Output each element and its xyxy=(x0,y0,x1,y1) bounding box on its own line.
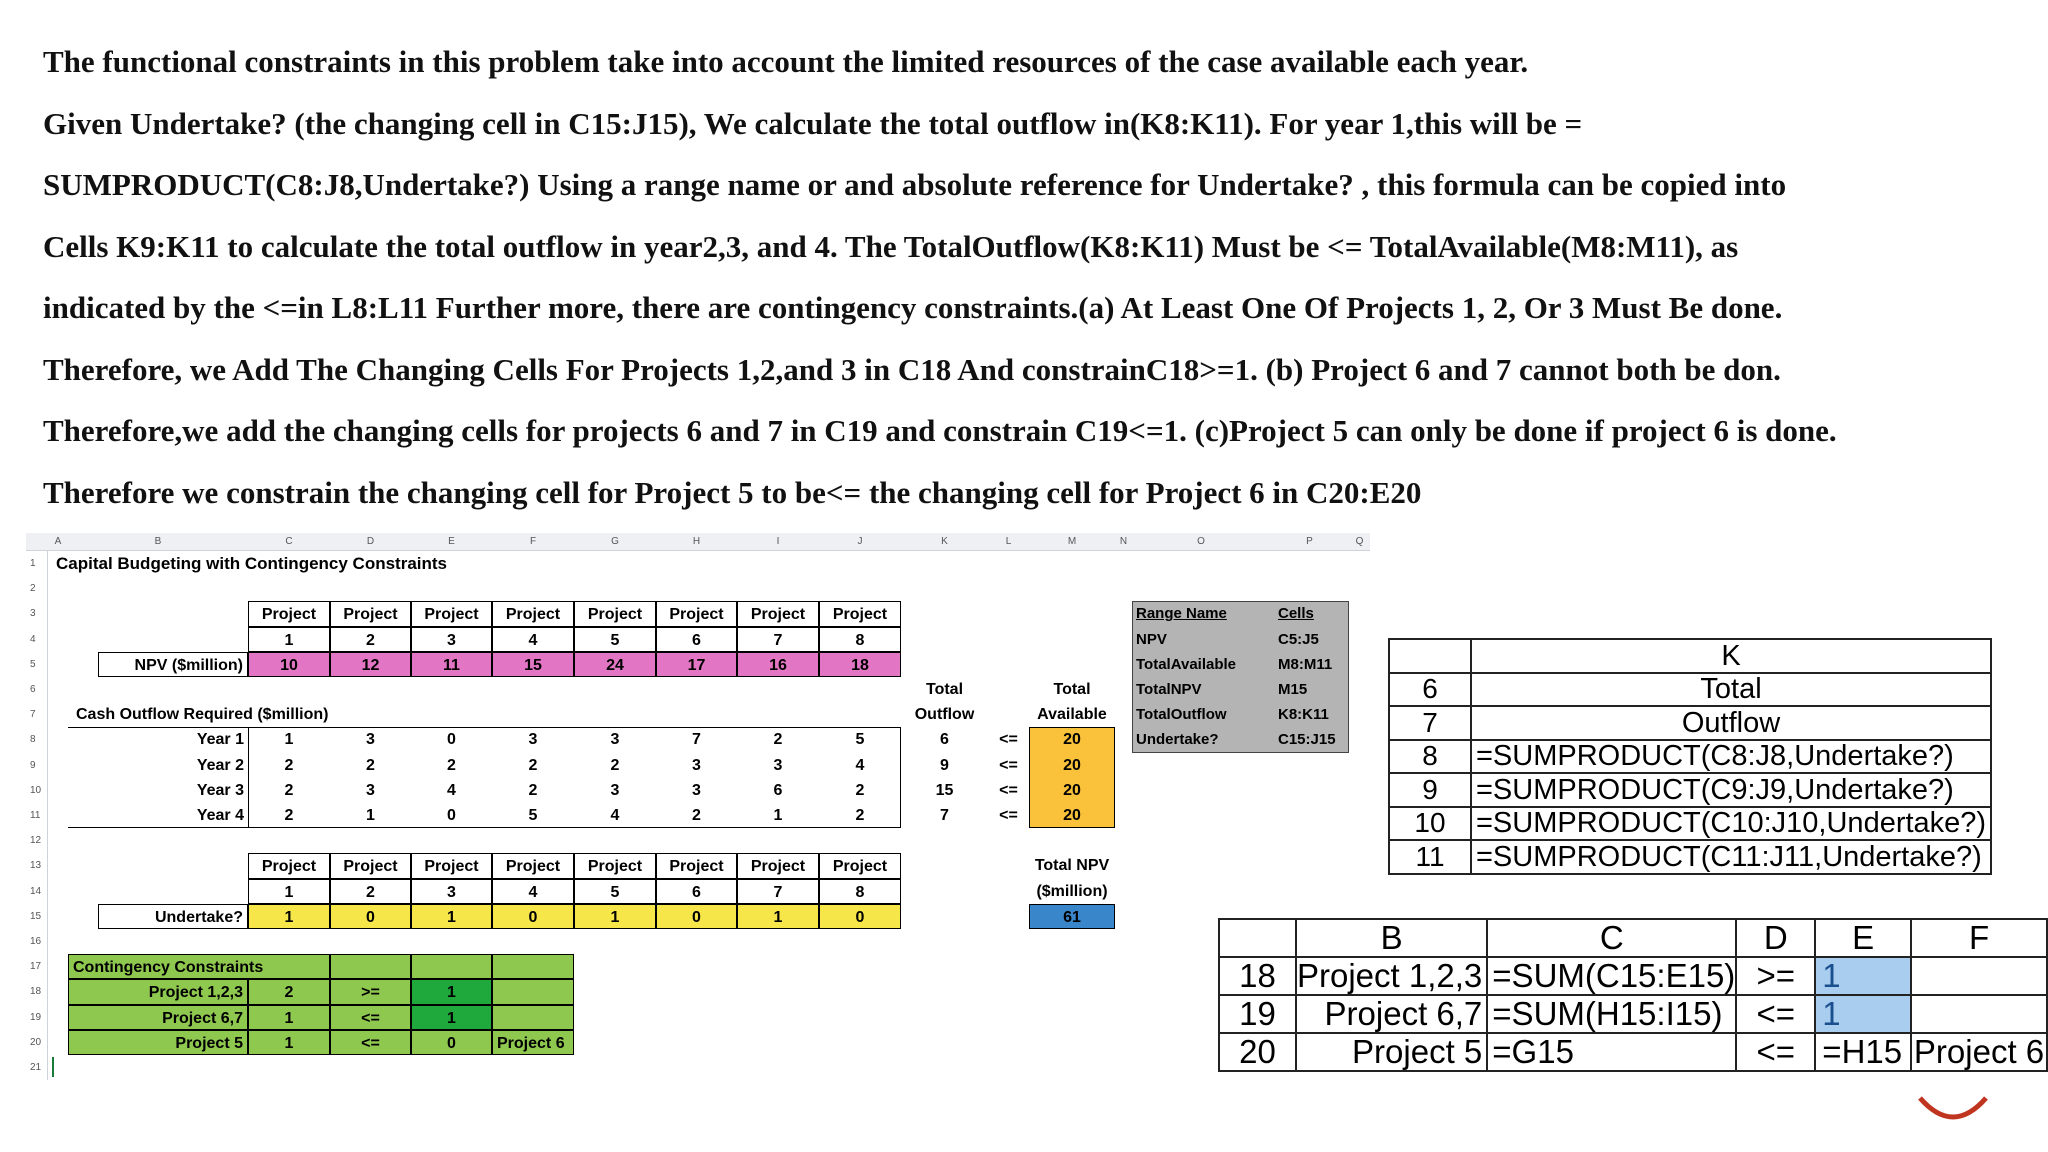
rhs-cell: =H15 xyxy=(1815,1033,1911,1071)
outflow-value: 3 xyxy=(610,781,620,799)
project-number: 2 xyxy=(330,627,411,652)
contingency-operator: <= xyxy=(330,1005,411,1030)
outflow-value: 0 xyxy=(447,731,456,749)
outflow-value: 2 xyxy=(366,756,375,774)
column-header: Q xyxy=(1349,533,1370,551)
constraint-label: Project 1,2,3 xyxy=(1296,957,1487,995)
row-number: 11 xyxy=(1389,840,1471,874)
outflow-value: 2 xyxy=(692,807,701,824)
project-header: Project xyxy=(819,601,901,626)
formula-table-corner xyxy=(1389,639,1471,673)
outflow-value: 2 xyxy=(855,807,865,824)
row-number: 2 xyxy=(26,576,48,601)
contingency-value: 1 xyxy=(248,1030,330,1055)
contingency-label: Project 6,7 xyxy=(68,1005,248,1030)
cash-outflow-label: Cash Outflow Required ($million) xyxy=(76,706,329,724)
contingency-value: 2 xyxy=(248,979,330,1004)
project-number: 3 xyxy=(411,627,492,652)
outflow-value: 2 xyxy=(528,756,538,774)
project-number: 1 xyxy=(248,627,330,652)
formula-cell: =SUMPRODUCT(C8:J8,Undertake?) xyxy=(1471,740,1991,774)
contingency-note xyxy=(492,1005,574,1030)
contingency-operator: >= xyxy=(330,979,411,1004)
row-number: 3 xyxy=(26,601,48,626)
project-header: Project xyxy=(492,601,574,626)
row-number: 19 xyxy=(1219,995,1296,1033)
le-operator: <= xyxy=(999,807,1018,824)
column-header: H xyxy=(656,533,737,551)
column-header: M xyxy=(1029,533,1115,551)
column-letter-b: B xyxy=(1296,919,1487,957)
range-name: NPV xyxy=(1136,630,1167,648)
project-number: 7 xyxy=(737,879,819,904)
paragraph-line: Therefore we constrain the changing cell for Project 5 to be<= the changing cell for Project 6 in C20:E20 xyxy=(43,474,1422,510)
operator-cell: >= xyxy=(1736,957,1815,995)
outflow-formula-table xyxy=(1388,638,1992,875)
outflow-value: 2 xyxy=(528,781,538,799)
npv-value: 18 xyxy=(819,652,901,677)
range-cells: C15:J15 xyxy=(1278,731,1336,749)
year-label: Year 1 xyxy=(196,731,244,749)
row-number: 12 xyxy=(26,828,48,853)
project-header: Project xyxy=(656,853,737,878)
formula-cell: =SUMPRODUCT(C10:J10,Undertake?) xyxy=(1471,807,1991,841)
formula-cell: =SUM(H15:I15) xyxy=(1487,995,1736,1033)
project-number: 6 xyxy=(656,627,737,652)
note-cell xyxy=(1911,957,2047,995)
column-header: C xyxy=(248,533,330,551)
contingency-note xyxy=(492,979,574,1004)
project-number: 8 xyxy=(819,879,901,904)
column-letter-c: C xyxy=(1487,919,1736,957)
contingency-operator: <= xyxy=(330,1030,411,1055)
project-header: Project xyxy=(574,601,656,626)
range-cells-header: Cells xyxy=(1278,605,1314,623)
row-number: 9 xyxy=(1389,773,1471,807)
project-header: Project xyxy=(248,853,330,878)
total-available-value: 20 xyxy=(1029,753,1115,778)
total-available-value: 20 xyxy=(1029,778,1115,803)
row-number: 7 xyxy=(26,702,48,727)
row-number: 6 xyxy=(26,677,48,702)
undertake-value: 1 xyxy=(737,904,819,929)
project-number: 4 xyxy=(492,879,574,904)
outflow-value: 3 xyxy=(692,781,701,799)
npv-value: 10 xyxy=(248,652,330,677)
contingency-label: Project 5 xyxy=(68,1030,248,1055)
contingency-title: Contingency Constraints xyxy=(68,954,330,979)
outflow-value: 1 xyxy=(773,807,783,824)
outflow-value: 7 xyxy=(692,731,701,749)
row-number: 17 xyxy=(26,954,48,979)
npv-label: NPV ($million) xyxy=(98,652,248,677)
range-cells: M8:M11 xyxy=(1278,655,1333,673)
outflow-value: 2 xyxy=(610,756,620,774)
outflow-value: 3 xyxy=(610,731,620,749)
range-name: Undertake? xyxy=(1136,731,1219,749)
total-outflow-value: 9 xyxy=(940,756,949,774)
outflow-value: 4 xyxy=(447,781,456,799)
total-available-value: 20 xyxy=(1029,727,1115,752)
year-grid-border xyxy=(68,727,248,828)
contingency-rhs: 0 xyxy=(411,1030,492,1055)
npv-value: 24 xyxy=(574,652,656,677)
total-available-header: Total xyxy=(1053,681,1091,698)
row-number: 14 xyxy=(26,879,48,904)
project-header: Project xyxy=(411,853,492,878)
paragraph-line: Cells K9:K11 to calculate the total outflow in year2,3, and 4. The TotalOutflow(K8:K11) Must be <= TotalAvailable(M8:M11), as xyxy=(43,228,1739,264)
total-outflow-value: 15 xyxy=(935,781,954,799)
contingency-rhs: 1 xyxy=(411,1005,492,1030)
year-label: Year 3 xyxy=(196,781,244,799)
available-border xyxy=(1029,727,1115,828)
contingency-formula-table xyxy=(1218,918,2048,1072)
operator-cell: <= xyxy=(1736,1033,1815,1071)
range-name: TotalNPV xyxy=(1136,681,1202,698)
row-number: 16 xyxy=(26,929,48,954)
column-header: P xyxy=(1270,533,1349,551)
project-header: Project xyxy=(330,853,411,878)
row-number: 18 xyxy=(1219,957,1296,995)
row-number: 6 xyxy=(1389,673,1471,707)
npv-value: 17 xyxy=(656,652,737,677)
row-number: 10 xyxy=(26,778,48,803)
project-header: Project xyxy=(330,601,411,626)
outflow-grid-border xyxy=(248,727,901,828)
row-number: 9 xyxy=(26,753,48,778)
column-header: E xyxy=(411,533,492,551)
paragraph-line: SUMPRODUCT(C8:J8,Undertake?) Using a range name or and absolute reference for Undertake? , this formula can be copied into xyxy=(43,167,1787,202)
contingency-rhs: 1 xyxy=(411,979,492,1004)
contingency-label: Project 1,2,3 xyxy=(68,979,248,1004)
npv-value: 12 xyxy=(330,652,411,677)
outflow-value: 1 xyxy=(284,731,294,749)
paragraph-line: Given Undertake? (the changing cell in C15:J15), We calculate the total outflow in(K8:K11). For year 1,this will be = xyxy=(43,105,1583,141)
project-number: 6 xyxy=(656,879,737,904)
column-header: L xyxy=(988,533,1029,551)
range-cells: C5:J5 xyxy=(1278,630,1319,648)
range-cells: M15 xyxy=(1278,681,1308,698)
undertake-value: 0 xyxy=(819,904,901,929)
constraint-label: Project 6,7 xyxy=(1296,995,1487,1033)
project-header: Project xyxy=(737,853,819,878)
formula-cell: =SUMPRODUCT(C9:J9,Undertake?) xyxy=(1471,773,1991,807)
contingency-blank xyxy=(411,954,492,979)
contingency-value: 1 xyxy=(248,1005,330,1030)
formula-table-corner xyxy=(1219,919,1296,957)
project-number: 1 xyxy=(248,879,330,904)
le-operator: <= xyxy=(999,781,1018,799)
rhs-cell: 1 xyxy=(1815,995,1911,1033)
formula-cell: =G15 xyxy=(1487,1033,1736,1071)
formula-cell: =SUM(C15:E15) xyxy=(1487,957,1736,995)
le-operator: <= xyxy=(999,731,1018,749)
row-number: 18 xyxy=(26,979,48,1004)
column-letter-e: E xyxy=(1815,919,1911,957)
column-header: G xyxy=(574,533,656,551)
row-number: 13 xyxy=(26,853,48,878)
total-outflow-header: Outflow xyxy=(914,706,975,724)
outflow-value: 2 xyxy=(855,781,865,799)
undertake-value: 0 xyxy=(492,904,574,929)
total-outflow-value: 7 xyxy=(940,807,949,824)
paragraph-line: Therefore, we Add The Changing Cells For Projects 1,2,and 3 in C18 And constrainC18>=1. (b) Project 6 and 7 cannot both be don. xyxy=(43,351,1781,387)
npv-value: 16 xyxy=(737,652,819,677)
undertake-value: 1 xyxy=(574,904,656,929)
le-operator: <= xyxy=(999,756,1018,774)
row-number: 10 xyxy=(1389,807,1471,841)
column-header: F xyxy=(492,533,574,551)
sheet-title: Capital Budgeting with Contingency Constraints xyxy=(56,554,447,573)
rhs-cell: 1 xyxy=(1815,957,1911,995)
row-number: 8 xyxy=(26,727,48,752)
total-outflow-header: Total xyxy=(925,681,964,698)
column-header: A xyxy=(48,533,68,551)
project-number: 8 xyxy=(819,627,901,652)
outflow-value: 3 xyxy=(366,781,375,799)
operator-cell: <= xyxy=(1736,995,1815,1033)
range-name-header: Range Name xyxy=(1136,605,1227,623)
project-header: Project xyxy=(574,853,656,878)
year-label: Year 4 xyxy=(196,807,244,824)
constraint-label: Project 5 xyxy=(1296,1033,1487,1071)
paragraph-line: The functional constraints in this problem take into account the limited resources of the case available each year. xyxy=(43,44,1529,79)
outflow-value: 2 xyxy=(284,781,294,799)
outflow-value: 6 xyxy=(773,781,783,799)
column-letter-k: K xyxy=(1471,639,1991,673)
range-name: TotalAvailable xyxy=(1136,655,1237,673)
column-header: I xyxy=(737,533,819,551)
project-number: 7 xyxy=(737,627,819,652)
outflow-value: 5 xyxy=(855,731,865,749)
total-npv-value: 61 xyxy=(1029,904,1115,929)
total-npv-header: ($million) xyxy=(1036,882,1108,900)
note-cell: Project 6 xyxy=(1911,1033,2047,1071)
project-number: 2 xyxy=(330,879,411,904)
paragraph-line: indicated by the <=in L8:L11 Further more, there are contingency constraints.(a) At Least One Of Projects 1, 2, Or 3 Must Be done. xyxy=(43,290,1783,325)
explanation-paragraph xyxy=(43,38,2033,530)
year-label: Year 2 xyxy=(196,756,244,774)
contingency-blank xyxy=(492,954,574,979)
outflow-value: 2 xyxy=(284,756,294,774)
cell-cursor xyxy=(52,1057,54,1077)
project-number: 5 xyxy=(574,627,656,652)
row-number: 20 xyxy=(26,1030,48,1055)
outflow-value: 2 xyxy=(284,807,294,824)
total-outflow-value: 6 xyxy=(940,731,949,749)
column-header: J xyxy=(819,533,901,551)
formula-cell: =SUMPRODUCT(C11:J11,Undertake?) xyxy=(1471,840,1991,874)
undertake-value: 0 xyxy=(656,904,737,929)
note-cell xyxy=(1911,995,2047,1033)
undertake-value: 0 xyxy=(330,904,411,929)
row-number: 19 xyxy=(26,1005,48,1030)
column-header: B xyxy=(68,533,248,551)
contingency-blank xyxy=(330,954,411,979)
project-header: Project xyxy=(248,601,330,626)
row-number: 15 xyxy=(26,904,48,929)
project-header: Project xyxy=(737,601,819,626)
column-header: K xyxy=(901,533,988,551)
project-header: Project xyxy=(656,601,737,626)
outflow-value: 4 xyxy=(855,756,865,774)
outflow-value: 2 xyxy=(447,756,456,774)
column-header: O xyxy=(1132,533,1270,551)
project-number: 3 xyxy=(411,879,492,904)
outflow-value: 3 xyxy=(692,756,701,774)
column-letter-d: D xyxy=(1736,919,1815,957)
outflow-value: 3 xyxy=(528,731,538,749)
range-cells: K8:K11 xyxy=(1278,706,1329,724)
outflow-value: 0 xyxy=(447,807,456,824)
total-npv-header: Total NPV xyxy=(1034,857,1110,875)
outflow-value: 5 xyxy=(528,807,538,824)
project-header: Project xyxy=(411,601,492,626)
logo-arc-icon xyxy=(1916,1096,1990,1124)
row-number: 5 xyxy=(26,652,48,677)
paragraph-line: Therefore,we add the changing cells for projects 6 and 7 in C19 and constrain C19<=1. (c)Project 5 can only be done if project 6 is done. xyxy=(43,413,1837,448)
project-header: Project xyxy=(492,853,574,878)
range-name: TotalOutflow xyxy=(1136,706,1227,724)
sheet-corner xyxy=(26,533,48,551)
row-number: 21 xyxy=(26,1055,48,1080)
header-total: Total xyxy=(1471,673,1991,707)
project-number: 4 xyxy=(492,627,574,652)
outflow-value: 2 xyxy=(773,731,783,749)
contingency-note: Project 6 xyxy=(492,1030,574,1055)
npv-value: 15 xyxy=(492,652,574,677)
column-letter-f: F xyxy=(1911,919,2047,957)
total-available-header: Available xyxy=(1037,706,1107,724)
header-outflow: Outflow xyxy=(1471,706,1991,740)
undertake-value: 1 xyxy=(411,904,492,929)
outflow-value: 3 xyxy=(773,756,783,774)
row-number: 4 xyxy=(26,627,48,652)
undertake-label: Undertake? xyxy=(98,904,248,929)
npv-value: 11 xyxy=(411,652,492,677)
spreadsheet-screenshot xyxy=(26,533,1370,1105)
outflow-value: 3 xyxy=(366,731,375,749)
row-number: 11 xyxy=(26,803,48,828)
project-header: Project xyxy=(819,853,901,878)
project-number: 5 xyxy=(574,879,656,904)
column-header: N xyxy=(1115,533,1132,551)
row-number: 20 xyxy=(1219,1033,1296,1071)
outflow-value: 4 xyxy=(610,807,620,824)
undertake-value: 1 xyxy=(248,904,330,929)
row-number: 1 xyxy=(26,551,48,576)
total-available-value: 20 xyxy=(1029,803,1115,828)
row-number: 7 xyxy=(1389,706,1471,740)
column-header: D xyxy=(330,533,411,551)
row-number: 8 xyxy=(1389,740,1471,774)
outflow-value: 1 xyxy=(366,807,375,824)
